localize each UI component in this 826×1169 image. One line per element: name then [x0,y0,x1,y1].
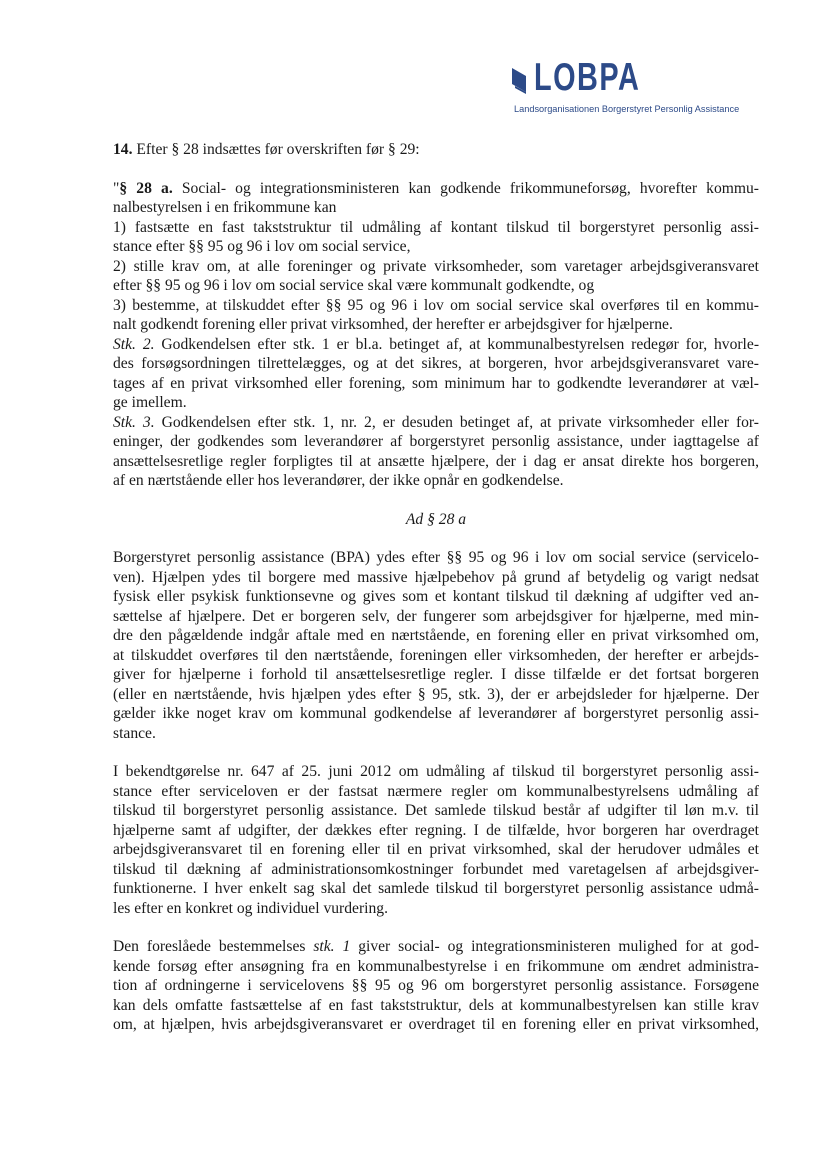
paragraph-line: Borgerstyret personlig assistance (BPA) ydes efter §§ 95 og 96 i lov om social service (servicelo- [113,549,759,566]
paragraph-line: om, at hjælpen, hvis arbejdsgiveransvaret er overdraget til en forening eller en privat virksomhed, [113,1016,759,1033]
paragraph-line: at tilskuddet overføres til den nærtstående, foreningen eller virksomheden, der herefter er arbejds- [113,646,759,664]
stk3-line: Stk. 3. Godkendelsen efter stk. 1, nr. 2, er desuden betinget af, at private virksomheder eller for- [113,413,759,431]
paragraph-line: dre den pågældende indgår aftale med en nærtstående, en forening eller en privat virksomhed om, [113,627,759,644]
lobpa-logo [512,56,772,118]
paragraph-line: arbejdsgiveransvaret til en forening eller til en privat virksomhed, skal der herudover udmåles et [113,841,759,858]
stk2-line: ge imellem. [113,394,187,411]
paragraph-proposal [113,937,759,1035]
paragraph-line: sættelse af hjælpere. Det er borgeren selv, der fungerer som arbejdsgiver for hjælperne, med min- [113,607,759,625]
section-line: 1) fastsætte en fast takststruktur til udmåling af kontant tilskud til borgerstyret personlig assi- [113,218,759,236]
paragraph-line: stance. [113,724,156,742]
logo-wordmark: LOBPA [534,56,641,99]
section-line: efter §§ 95 og 96 i lov om social service skal være kommunalt godkendte, og [113,277,595,294]
section-line: stance efter §§ 95 og 96 i lov om social service, [113,238,411,255]
paragraph-line: gælder ikke noget krav om kommunal godkendelse af leverandører af borgerstyret personlig assi- [113,705,759,722]
paragraph-line: tilskud til borgerstyret personlig assistance. Det samlede tilskud består af udgifter til løn m.v. til [113,802,759,819]
stk2-line: des forsøgsordningen tilrettelægges, og at det sikres, at borgeren, hvor arbejdsgiveransvaret vare- [113,355,759,372]
paragraph-bekendtgoerelse [113,762,759,918]
paragraph-line: kende forsøg efter ansøgning fra en kommunalbestyrelse i en frikommune om ændret administra- [113,957,759,975]
document-body [113,140,759,1035]
stk3-label: Stk. 3. [113,413,155,431]
paragraph-line: stance efter serviceloven er der fastsat nærmere regler om kommunalbestyrelsens udmåling af [113,782,759,800]
stk3-line: ansættelsesretlige regler forpligtes til at ansætte hjælpere, der i dag er ansat direkte hos borgeren, [113,452,759,470]
item-text: Efter § 28 indsættes før overskriften før § 29: [136,141,420,158]
paragraph-line: Den foreslåede bestemmelses stk. 1 giver social- og integrationsministeren mulighed for at god- [113,938,759,955]
paragraph-line: I bekendtgørelse nr. 647 af 25. juni 2012 om udmåling af tilskud til borgerstyret personlig assi- [113,763,759,780]
section-28a [113,179,759,491]
item-14 [113,140,759,160]
paragraph-line: (eller en nærtstående, hvis hjælpen ydes efter § 95, stk. 3), der er arbejdsleder for hjælperne. Der [113,685,759,703]
stk2-label: Stk. 2. [113,335,155,353]
section-line: nalbestyrelsen i en frikommune kan [113,199,337,216]
section-line: "§ 28 a. Social- og integrationsministeren kan godkende frikommuneforsøg, hvorefter kommu- [113,179,759,197]
ad-heading: Ad § 28 a [405,510,467,528]
paragraph-line: giver for hjælperne i forhold til ansættelsesretlige regler. I disse tilfælde er det fortsat borgeren [113,666,759,683]
stk2-line: tages af en privat virksomhed eller forening, som minimum har to godkendte leverandører at væl- [113,374,759,392]
paragraph-line: funktionerne. I hver enkelt sag skal det samlede tilskud til borgerstyret personlig assistance udmå- [113,880,759,897]
paragraph-line: tilskud til dækning af administrationsomkostninger forbundet med varetagelsen af arbejdsgiver- [113,860,759,878]
section-line: 3) bestemme, at tilskuddet efter §§ 95 og 96 i lov om social service skal overføres til en kommu- [113,296,759,314]
paragraph-line: les efter en konkret og individuel vurdering. [113,899,388,917]
stk1-reference: stk. 1 [313,938,351,955]
stk3-line: af en nærtstående eller hos leverandører, der ikke opnår en godkendelse. [113,472,564,489]
logo-subtitle: Landsorganisationen Borgerstyret Personlig Assistance [514,104,740,114]
stk3-line: eninger, der godkendes som leverandører af borgerstyret personlig assistance, under iagttagelse af [113,433,759,450]
paragraph-line: kan dels omfatte fastsættelse af en fast takststruktur, dels at kommunalbestyrelsen kan stille krav [113,996,759,1014]
item-number: 14. [113,141,133,158]
paragraph-line: fysisk eller psykisk funktionsevne og gives som et kontant tilskud til dækning af udgifter ved an- [113,588,759,605]
paragraph-bpa [113,548,759,743]
paragraph-line: tion af ordningerne i servicelovens §§ 95 og 96 om borgerstyret personlig assistance. Forsøgene [113,977,759,994]
paragraph-line: hjælperne samt af udgifter, der dækkes efter regning. I de tilfælde, hvor borgeren har overdraget [113,821,759,839]
section-line: nalt godkendt forening eller privat virksomhed, der herefter er arbejdsgiver for hjælperne. [113,316,673,333]
paragraph-line: ven). Hjælpen ydes til borgere med massive hjælpebehov på grund af betydelig og varigt nedsat [113,568,759,586]
section-label: § 28 a. [119,179,173,197]
stk2-line: Stk. 2. Godkendelsen efter stk. 1 er bl.a. betinget af, at kommunalbestyrelsen redegør for, hvorle- [113,335,759,353]
section-line: 2) stille krav om, at alle foreninger og private virksomheder, som varetager arbejdsgiveransvaret [113,257,759,275]
